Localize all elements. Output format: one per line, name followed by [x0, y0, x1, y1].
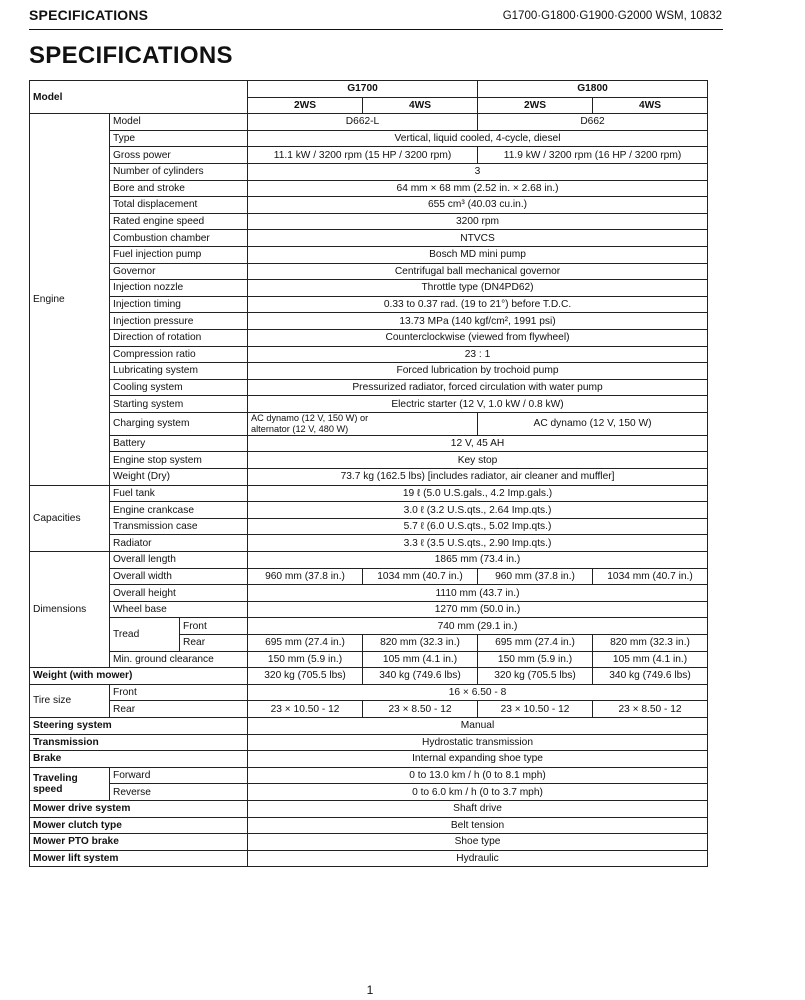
table-row: [30, 396, 708, 413]
table-row: [30, 346, 708, 363]
table-row: [30, 651, 708, 668]
charging-g1700-value: [248, 412, 478, 435]
row-value: 150 mm (5.9 in.): [248, 651, 363, 668]
table-row: [30, 800, 708, 817]
table-row: [30, 684, 708, 701]
row-label: Lubricating system: [110, 363, 248, 380]
row-value: Centrifugal ball mechanical governor: [248, 263, 708, 280]
row-label: Rated engine speed: [110, 213, 248, 230]
row-value: 105 mm (4.1 in.): [363, 651, 478, 668]
row-value: 23 × 8.50 - 12: [593, 701, 708, 718]
row-value: Hydrostatic transmission: [248, 734, 708, 751]
row-value: 5.7 ℓ (6.0 U.S.qts., 5.02 Imp.qts.): [248, 518, 708, 535]
table-row: [30, 280, 708, 297]
row-value: 1270 mm (50.0 in.): [248, 601, 708, 618]
row-value: 11.9 kW / 3200 rpm (16 HP / 3200 rpm): [478, 147, 708, 164]
row-label: Forward: [110, 767, 248, 784]
row-value: 19 ℓ (5.0 U.S.gals., 4.2 Imp.gals.): [248, 485, 708, 502]
table-row: [30, 618, 708, 635]
table-row: [30, 518, 708, 535]
row-value: 340 kg (749.6 lbs): [363, 668, 478, 685]
running-header-right: G1700·G1800·G1900·G2000 WSM, 10832: [502, 10, 722, 22]
table-row: [30, 163, 708, 180]
table-row: [30, 767, 708, 784]
table-row: [30, 850, 708, 867]
table-row: [30, 668, 708, 685]
row-value: NTVCS: [248, 230, 708, 247]
row-value: Manual: [248, 717, 708, 734]
row-label: Engine stop system: [110, 452, 248, 469]
row-value: 740 mm (29.1 in.): [248, 618, 708, 635]
model-header: Model: [30, 81, 248, 114]
row-label: Engine crankcase: [110, 502, 248, 519]
row-label: Gross power: [110, 147, 248, 164]
row-value: 3: [248, 163, 708, 180]
row-value: 1865 mm (73.4 in.): [248, 552, 708, 569]
row-label: Bore and stroke: [110, 180, 248, 197]
row-label: Radiator: [110, 535, 248, 552]
row-label: Cooling system: [110, 379, 248, 396]
row-label: Direction of rotation: [110, 329, 248, 346]
row-label: Front: [110, 684, 248, 701]
table-row: [30, 114, 708, 131]
row-label: Charging system: [110, 412, 248, 435]
table-row: [30, 412, 708, 435]
row-label: Number of cylinders: [110, 163, 248, 180]
table-row: [30, 535, 708, 552]
table-row: [30, 379, 708, 396]
g1700-header: G1700: [248, 81, 478, 98]
row-value: 23 × 8.50 - 12: [363, 701, 478, 718]
row-value: 13.73 MPa (140 kgf/cm², 1991 psi): [248, 313, 708, 330]
row-value: 320 kg (705.5 lbs): [248, 668, 363, 685]
table-row: [30, 552, 708, 569]
row-label: Overall height: [110, 585, 248, 602]
group-capacities: Capacities: [30, 485, 110, 551]
table-row: [30, 502, 708, 519]
row-value: 150 mm (5.9 in.): [478, 651, 593, 668]
row-label: Mower lift system: [30, 850, 248, 867]
row-value: 655 cm³ (40.03 cu.in.): [248, 197, 708, 214]
row-value: 0.33 to 0.37 rad. (19 to 21°) before T.D.C.: [248, 296, 708, 313]
group-traveling-speed: Traveling speed: [30, 767, 110, 800]
row-label: Wheel base: [110, 601, 248, 618]
group-tire-size: Tire size: [30, 684, 110, 717]
row-label: Model: [110, 114, 248, 131]
row-value: 0 to 6.0 km / h (0 to 3.7 mph): [248, 784, 708, 801]
row-label: Combustion chamber: [110, 230, 248, 247]
row-value: Throttle type (DN4PD62): [248, 280, 708, 297]
table-row: [30, 197, 708, 214]
page-number: 1: [366, 983, 374, 997]
row-label: Injection pressure: [110, 313, 248, 330]
row-value: Shoe type: [248, 834, 708, 851]
row-value: 1034 mm (40.7 in.): [363, 568, 478, 585]
row-value: 3.3 ℓ (3.5 U.S.qts., 2.90 Imp.qts.): [248, 535, 708, 552]
row-label: Fuel injection pump: [110, 246, 248, 263]
charging-g1700-line2: alternator (12 V, 480 W): [251, 423, 349, 434]
page-title: SPECIFICATIONS: [29, 42, 233, 69]
charging-g1700-line1: AC dynamo (12 V, 150 W) or: [251, 412, 369, 423]
table-row: [30, 585, 708, 602]
table-row: [30, 717, 708, 734]
row-value: 12 V, 45 AH: [248, 435, 708, 452]
row-value: 16 × 6.50 - 8: [248, 684, 708, 701]
row-value: 3200 rpm: [248, 213, 708, 230]
table-row: [30, 296, 708, 313]
row-label: Battery: [110, 435, 248, 452]
row-label: Rear: [110, 701, 248, 718]
table-row: [30, 784, 708, 801]
row-label: Transmission: [30, 734, 248, 751]
row-label: Type: [110, 130, 248, 147]
row-value: 695 mm (27.4 in.): [478, 635, 593, 652]
row-label: Mower clutch type: [30, 817, 248, 834]
table-row: [30, 213, 708, 230]
table-row: [30, 751, 708, 768]
row-value: Counterclockwise (viewed from flywheel): [248, 329, 708, 346]
row-value: 340 kg (749.6 lbs): [593, 668, 708, 685]
table-row: [30, 230, 708, 247]
table-row: [30, 568, 708, 585]
row-label: Compression ratio: [110, 346, 248, 363]
row-value: 820 mm (32.3 in.): [363, 635, 478, 652]
running-header-left: SPECIFICATIONS: [29, 7, 149, 23]
row-value: 23 × 10.50 - 12: [478, 701, 593, 718]
row-label: Weight (Dry): [110, 469, 248, 486]
table-row: [30, 817, 708, 834]
table-row: [30, 130, 708, 147]
table-row: [30, 834, 708, 851]
table-row: [30, 147, 708, 164]
table-row: [30, 263, 708, 280]
row-value: Electric starter (12 V, 1.0 kW / 0.8 kW): [248, 396, 708, 413]
table-row: [30, 485, 708, 502]
row-value: Belt tension: [248, 817, 708, 834]
row-value: AC dynamo (12 V, 150 W): [478, 412, 708, 435]
row-value: 73.7 kg (162.5 lbs) [includes radiator, air cleaner and muffler]: [248, 469, 708, 486]
row-value: 960 mm (37.8 in.): [248, 568, 363, 585]
row-label: Transmission case: [110, 518, 248, 535]
row-value: 23 : 1: [248, 346, 708, 363]
row-label: Overall length: [110, 552, 248, 569]
tread-label: Tread: [110, 618, 180, 651]
group-engine: Engine: [30, 114, 110, 485]
row-value: Pressurized radiator, forced circulation with water pump: [248, 379, 708, 396]
row-label: Injection nozzle: [110, 280, 248, 297]
table-row: [30, 701, 708, 718]
row-value: 23 × 10.50 - 12: [248, 701, 363, 718]
row-value: Forced lubrication by trochoid pump: [248, 363, 708, 380]
row-value: Internal expanding shoe type: [248, 751, 708, 768]
row-value: D662: [478, 114, 708, 131]
row-label: Starting system: [110, 396, 248, 413]
g1700-4ws-header: 4WS: [363, 97, 478, 114]
table-row: [30, 329, 708, 346]
row-label: Mower drive system: [30, 800, 248, 817]
g1800-4ws-header: 4WS: [593, 97, 708, 114]
table-row: [30, 363, 708, 380]
row-label: Governor: [110, 263, 248, 280]
row-label: Brake: [30, 751, 248, 768]
row-value: Shaft drive: [248, 800, 708, 817]
row-value: D662-L: [248, 114, 478, 131]
row-value: 960 mm (37.8 in.): [478, 568, 593, 585]
row-value: 0 to 13.0 km / h (0 to 8.1 mph): [248, 767, 708, 784]
g1700-2ws-header: 2WS: [248, 97, 363, 114]
row-value: Bosch MD mini pump: [248, 246, 708, 263]
row-value: 320 kg (705.5 lbs): [478, 668, 593, 685]
table-row: [30, 435, 708, 452]
row-value: 820 mm (32.3 in.): [593, 635, 708, 652]
table-row: [30, 180, 708, 197]
row-value: 11.1 kW / 3200 rpm (15 HP / 3200 rpm): [248, 147, 478, 164]
table-row: [30, 452, 708, 469]
row-label: Steering system: [30, 717, 248, 734]
row-value: 1110 mm (43.7 in.): [248, 585, 708, 602]
table-header-row: [30, 81, 708, 98]
row-label: Weight (with mower): [30, 668, 248, 685]
row-value: Vertical, liquid cooled, 4-cycle, diesel: [248, 130, 708, 147]
row-value: Hydraulic: [248, 850, 708, 867]
specifications-table: [29, 80, 708, 867]
row-value: Key stop: [248, 452, 708, 469]
row-label: Injection timing: [110, 296, 248, 313]
table-row: [30, 469, 708, 486]
row-label: Fuel tank: [110, 485, 248, 502]
row-value: 64 mm × 68 mm (2.52 in. × 2.68 in.): [248, 180, 708, 197]
row-value: 695 mm (27.4 in.): [248, 635, 363, 652]
g1800-header: G1800: [478, 81, 708, 98]
table-row: [30, 313, 708, 330]
row-label: Reverse: [110, 784, 248, 801]
group-dimensions: Dimensions: [30, 552, 110, 668]
row-value: 3.0 ℓ (3.2 U.S.qts., 2.64 Imp.qts.): [248, 502, 708, 519]
row-label: Total displacement: [110, 197, 248, 214]
row-label: Mower PTO brake: [30, 834, 248, 851]
row-label: Min. ground clearance: [110, 651, 248, 668]
table-row: [30, 734, 708, 751]
row-value: 105 mm (4.1 in.): [593, 651, 708, 668]
table-row: [30, 246, 708, 263]
row-sublabel: Front: [180, 618, 248, 635]
table-row: [30, 601, 708, 618]
row-value: 1034 mm (40.7 in.): [593, 568, 708, 585]
header-divider: [29, 29, 723, 30]
row-sublabel: Rear: [180, 635, 248, 652]
g1800-2ws-header: 2WS: [478, 97, 593, 114]
row-label: Overall width: [110, 568, 248, 585]
